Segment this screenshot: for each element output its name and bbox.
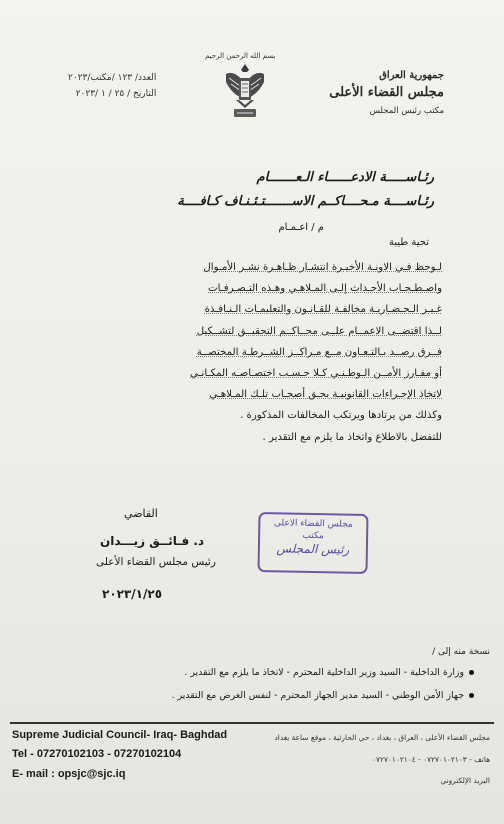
stamp-line-1: مجلس القضاء الاعلى	[273, 518, 353, 530]
body-line: وكذلك من يرتادها ويرتكب المخالفات المذكورة .	[240, 410, 442, 422]
letterhead-left	[68, 70, 156, 102]
body-line: لــذا اقتضــى الاعمــام علــى محــاكــم التحقيــق لتشــكيل	[196, 325, 442, 337]
copy-text: وزارة الداخلية - السيد وزير الداخلية المحترم - لاتخاذ ما يلزم مع التقدير .	[184, 667, 464, 678]
letter-date: التاريخ / ٢٥ / ١ /٢٠٢٣	[75, 89, 157, 99]
closing-line: للتفضل بالاطلاع واتخاذ ما يلزم مع التقدير .	[262, 431, 442, 443]
body-line: غـيـر الـحـضـاريـة مخالفـة للقـانـون والتعليمـات الـنـافـذة	[204, 304, 442, 316]
signatory-name: د. فـائــق زيـــدان	[100, 534, 205, 548]
body-line: أو مفـارز الأمــن الـوطـنـي كـلا حـسـب اختصـاصـه المكـانـي	[190, 368, 442, 380]
country-name: جمهورية العراق	[379, 70, 444, 81]
office-name: مكتب رئيس المجلس	[369, 106, 444, 116]
letter-body	[64, 257, 442, 448]
signatory-role: رئيس مجلس القضاء الأعلى	[96, 556, 216, 568]
footer-divider	[10, 722, 494, 724]
copy-text: جهاز الأمن الوطني - السيد مدير الجهاز المحترم - لنفس الغرض مع التقدير .	[171, 690, 464, 701]
body-line: لـوحظ فـي الاونـة الأخيـرة انتشـار ظـاهـرة نشـر الأمـوال	[203, 262, 442, 273]
body-line: لاتخاذ الإجـراءات القانونيـة بحـق أصحـاب تلـك المـلاهـي	[209, 389, 442, 401]
iraq-eagle-emblem-icon	[222, 60, 268, 122]
signature-date: ٢٠٢٣/١/٢٥	[102, 587, 163, 601]
copy-recipient	[184, 667, 474, 678]
bullet-icon	[469, 670, 474, 675]
stamp-line-2: مكتب	[302, 530, 324, 542]
letter-number: العدد/ ١٢٣ /مكتب/٢٠٢٣	[68, 73, 157, 83]
office-stamp	[257, 512, 368, 574]
bullet-icon	[469, 693, 474, 698]
recipient-2: رئـاســــة مـحــــاكــم الاســـــــتـئـنـاف كـافــــة	[177, 194, 434, 209]
body-line: واصـطـحـاب الأحـداث إلـى المـلاهـي وهـذه التـصـرفـات	[208, 283, 442, 295]
council-name: مجلس القضاء الأعلى	[329, 85, 444, 100]
recipient-1: رئـاســـــة الادعــــــاء الـعـــــــام	[256, 170, 434, 185]
stamp-line-3: رئيس المجلس	[276, 541, 350, 557]
greeting: تحية طيبة	[388, 237, 429, 248]
copies-title: نسخة منه إلى /	[432, 647, 490, 657]
footer-email-en: E- mail : opsjc@sjc.iq	[12, 768, 126, 780]
footer-address-ar: مجلس القضاء الأعلى ، العراق ، بغداد ، حي الحارثية ، موقع ساعة بغداد	[274, 733, 490, 742]
footer-org-en: Supreme Judicial Council- Iraq- Baghdad	[12, 729, 228, 741]
basmala: بسم الله الرحمن الرحيم	[205, 52, 276, 60]
footer-email-ar: البريد الإلكتروني	[440, 776, 490, 785]
footer-tel-en: Tel - 07270102103 - 07270102104	[12, 748, 182, 760]
footer-phone-ar: هاتف - ٠٧٢٧٠١٠٢١٠٣ - ٠٧٢٧٠١٠٢١٠٤	[372, 755, 490, 764]
body-line: فــرق رصــد بـالتـعـاون مــع مـراكــز الشــرطـة المختصــة	[196, 346, 442, 358]
signatory-title: القاضي	[124, 507, 158, 520]
subject-reference: م / اعـمـام	[278, 222, 324, 233]
copy-recipient	[172, 690, 474, 701]
letterhead-right	[329, 70, 444, 116]
